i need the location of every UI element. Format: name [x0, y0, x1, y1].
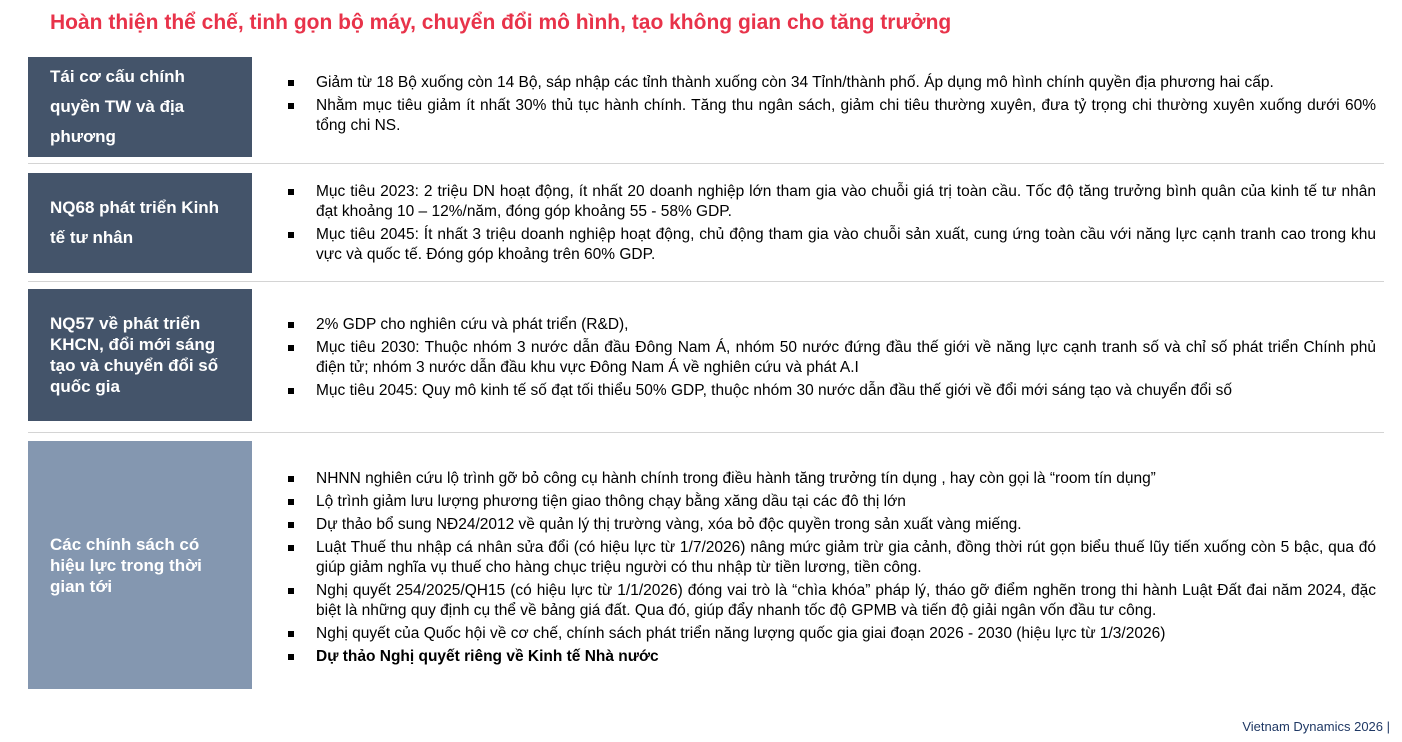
divider [28, 281, 1384, 282]
section-label-text: NQ57 về phát triển KHCN, đổi mới sáng tạo và chuyển đổi số quốc gia [50, 314, 219, 396]
list-item: Nhằm mục tiêu giảm ít nhất 30% thủ tục hành chính. Tăng thu ngân sách, giảm chi tiêu thường xuyên, đưa tỷ trọng chi thường xuyên xuống dưới 60% tổng chi NS. [288, 96, 1376, 136]
bullet-list [288, 315, 1376, 404]
section-label-text: Tái cơ cấu chính quyền TW và địa phương [50, 67, 185, 146]
list-item: Giảm từ 18 Bộ xuống còn 14 Bộ, sáp nhập các tỉnh thành xuống còn 34 Tỉnh/thành phố. Áp dụng mô hình chính quyền địa phương hai cấp. [288, 73, 1376, 93]
bullet-list [288, 469, 1376, 670]
list-item: Nghị quyết 254/2025/QH15 (có hiệu lực từ 1/1/2026) đóng vai trò là “chìa khóa” pháp lý, tháo gỡ điểm nghẽn trong thi hành Luật Đất đai năm 2024, đặc biệt là những quy định cụ thể về bảng giá đất. Qua đó, giúp đẩy nhanh tốc độ GPMB và tiến độ giải ngân vốn đầu tư công. [288, 581, 1376, 621]
section-label [28, 289, 252, 421]
section-label [28, 441, 252, 689]
divider [28, 163, 1384, 164]
list-item: Dự thảo Nghị quyết riêng về Kinh tế Nhà nước [288, 647, 1376, 667]
list-item: Lộ trình giảm lưu lượng phương tiện giao thông chạy bằng xăng dầu tại các đô thị lớn [288, 492, 1376, 512]
section-private-economy [28, 173, 1384, 273]
list-item: Mục tiêu 2045: Quy mô kinh tế số đạt tối thiểu 50% GDP, thuộc nhóm 30 nước dẫn đầu thế giới về đổi mới sáng tạo và chuyển đổi số [288, 381, 1376, 401]
page-title: Hoàn thiện thể chế, tinh gọn bộ máy, chuyển đổi mô hình, tạo không gian cho tăng trưởng [50, 11, 952, 34]
section-restructuring [28, 57, 1384, 157]
section-upcoming-policies [28, 441, 1384, 689]
bullet-list [288, 182, 1376, 268]
divider [28, 432, 1384, 433]
list-item: Nghị quyết của Quốc hội về cơ chế, chính sách phát triển năng lượng quốc gia giai đoạn 2026 - 2030 (hiệu lực từ 1/3/2026) [288, 624, 1376, 644]
section-label [28, 173, 252, 273]
list-item: Mục tiêu 2023: 2 triệu DN hoạt động, ít nhất 20 doanh nghiệp lớn tham gia vào chuỗi giá trị toàn cầu. Tốc độ tăng trưởng bình quân của kinh tế tư nhân đạt khoảng 10 – 12%/năm, đóng góp khoảng 55 - 58% GDP. [288, 182, 1376, 222]
section-science-tech [28, 289, 1384, 421]
section-label [28, 57, 252, 157]
list-item: Luật Thuế thu nhập cá nhân sửa đổi (có hiệu lực từ 1/7/2026) nâng mức giảm trừ gia cảnh, đồng thời rút gọn biểu thuế lũy tiến xuống còn 5 bậc, qua đó giúp giảm nghĩa vụ thuế cho hàng chục triệu người có thu nhập từ tiền lương, tiền công. [288, 538, 1376, 578]
section-label-text: Các chính sách có hiệu lực trong thời gian tới [50, 534, 202, 596]
section-label-text: NQ68 phát triển Kinh tế tư nhân [50, 198, 220, 247]
list-item: 2% GDP cho nghiên cứu và phát triển (R&D), [288, 315, 1376, 335]
list-item: NHNN nghiên cứu lộ trình gỡ bỏ công cụ hành chính trong điều hành tăng trưởng tín dụng , hay còn gọi là “room tín dụng” [288, 469, 1376, 489]
list-item: Dự thảo bổ sung NĐ24/2012 về quản lý thị trường vàng, xóa bỏ độc quyền trong sản xuất vàng miếng. [288, 515, 1376, 535]
footer-text: Vietnam Dynamics 2026 | [1242, 719, 1390, 734]
list-item: Mục tiêu 2030: Thuộc nhóm 3 nước dẫn đầu Đông Nam Á, nhóm 50 nước đứng đầu thế giới về năng lực cạnh tranh số và chỉ số phát triển Chính phủ điện tử; nhóm 3 nước dẫn đầu khu vực Đông Nam Á về nghiên cứu và phát A.I [288, 338, 1376, 378]
list-item: Mục tiêu 2045: Ít nhất 3 triệu doanh nghiệp hoạt động, chủ động tham gia vào chuỗi sản xuất, cung ứng toàn cầu với năng lực cạnh tranh cao trong khu vực và quốc tế. Đóng góp khoảng trên 60% GDP. [288, 225, 1376, 265]
bullet-list [288, 73, 1376, 139]
